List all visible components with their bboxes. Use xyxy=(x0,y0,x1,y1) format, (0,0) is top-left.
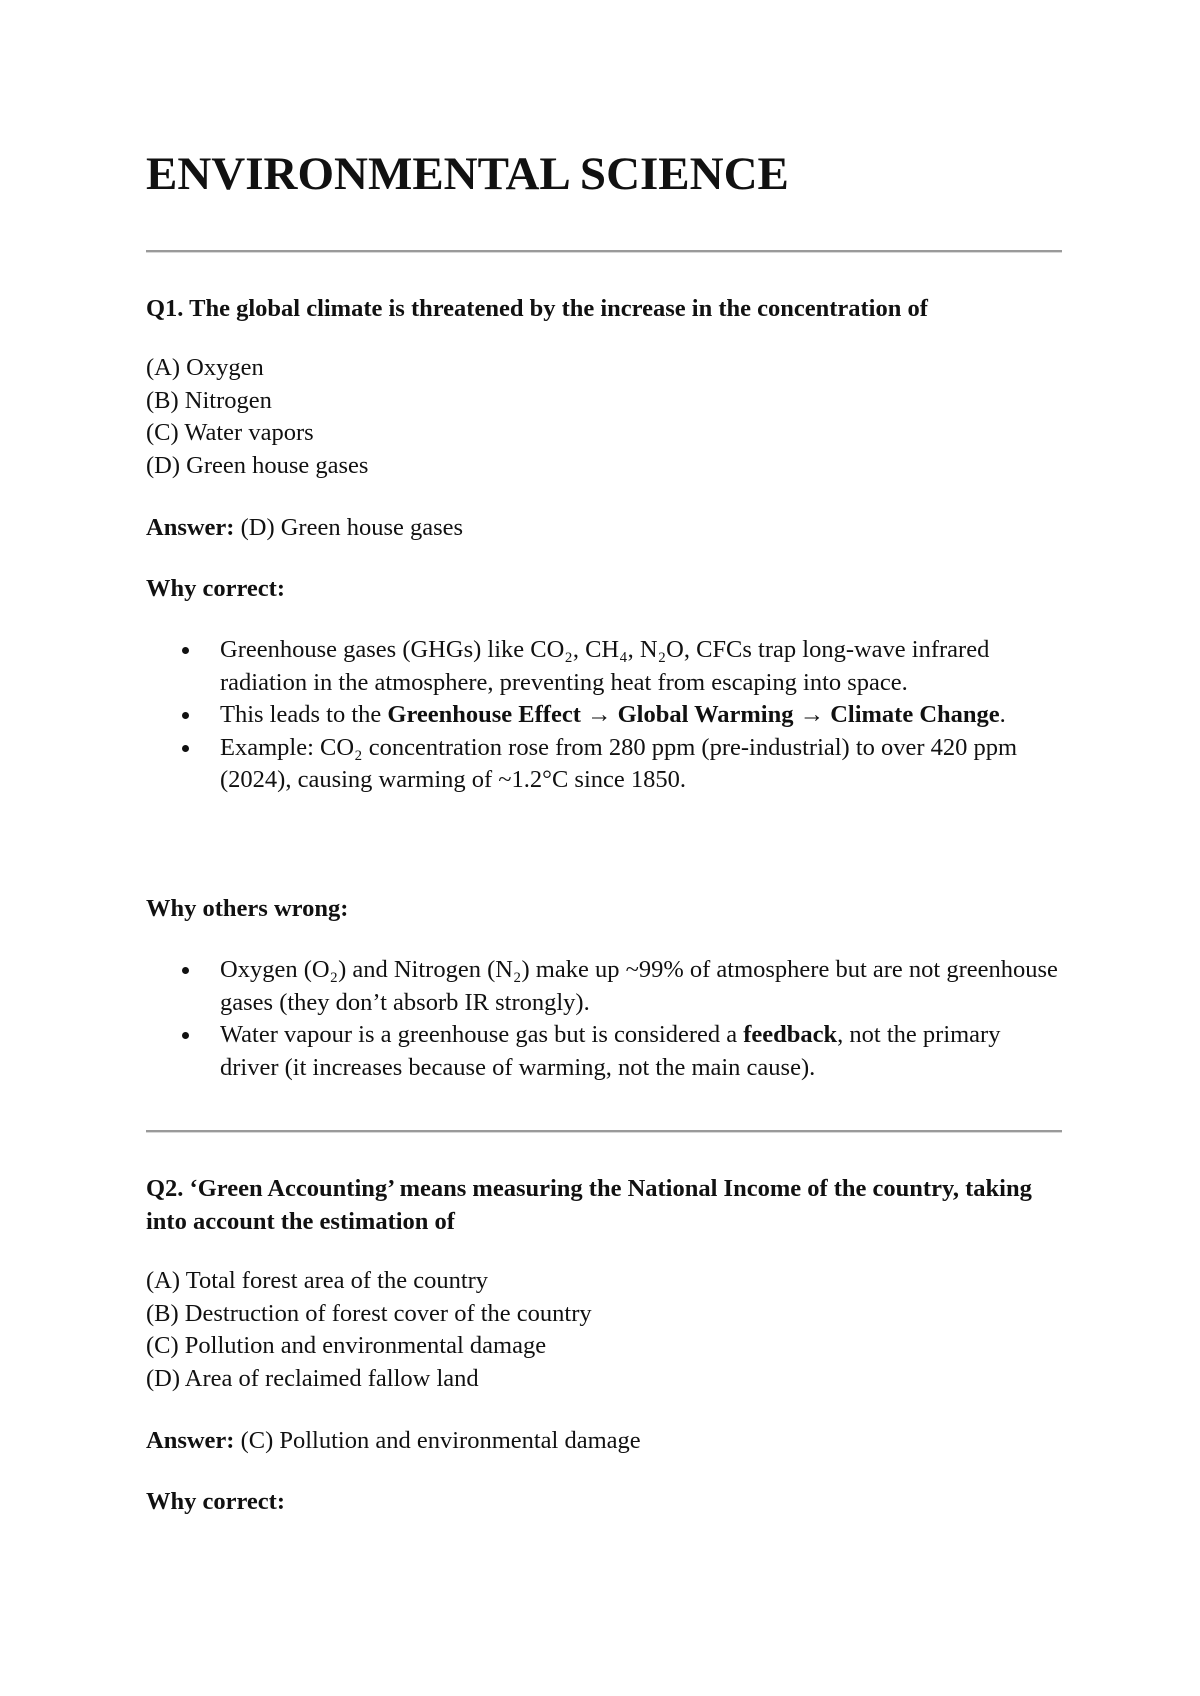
bullet-icon xyxy=(182,967,189,974)
list-item xyxy=(146,954,1062,1019)
horizontal-rule xyxy=(146,250,1062,253)
answer-text: (D) Green house gases xyxy=(240,514,464,541)
list-item-text: Example: CO₂ concentration rose from 280 ppm (pre-industrial) to over 420 ppm (2024), causing warming of ~1.2°C since 1850. xyxy=(220,733,1018,793)
question-2: Q2. ‘Green Accounting’ means measuring the National Income of the country, taking into account the estimation of xyxy=(146,1175,1032,1235)
answer-label: Answer: xyxy=(146,1427,235,1454)
why-wrong-list xyxy=(146,954,1062,1084)
bullet-icon xyxy=(182,745,189,752)
answer-text: (C) Pollution and environmental damage xyxy=(240,1427,641,1454)
horizontal-rule xyxy=(146,1130,1062,1133)
list-item-text-start: Water vapour is a greenhouse gas but is considered a xyxy=(220,1021,744,1048)
question-1-options xyxy=(146,352,1062,482)
option-c: (C) Water vapors xyxy=(146,419,314,446)
question-2-answer xyxy=(146,1425,1062,1458)
bullet-icon xyxy=(182,712,189,719)
answer-label: Answer: xyxy=(146,514,235,541)
list-item xyxy=(146,634,1062,699)
why-correct-heading: Why correct: xyxy=(146,1488,285,1515)
option-b: (B) Destruction of forest cover of the country xyxy=(146,1299,592,1327)
bullet-icon xyxy=(182,647,189,654)
option-b: (B) Nitrogen xyxy=(146,386,272,414)
option-a: (A) Total forest area of the country xyxy=(146,1267,489,1294)
option-d: (D) Green house gases xyxy=(146,451,369,479)
option-a: (A) Oxygen xyxy=(146,354,264,381)
list-item xyxy=(146,699,1062,732)
list-item-text: Oxygen (O₂) and Nitrogen (N₂) make up ~99% of atmosphere but are not greenhouse gases (they don’t absorb IR strongly). xyxy=(220,956,1058,1016)
list-item-text-end: , not the primary driver (it increases because of warming, not the main cause). xyxy=(220,1021,1001,1081)
question-2-options xyxy=(146,1265,1062,1395)
list-item-text-start: This leads to the xyxy=(220,701,388,728)
question-1-answer xyxy=(146,512,1062,545)
why-correct-heading: Why correct: xyxy=(146,575,285,602)
why-correct-list xyxy=(146,634,1062,797)
question-1: Q1. The global climate is threatened by the increase in the concentration of xyxy=(146,295,928,322)
list-item-emphasis: Greenhouse Effect → Global Warming → Climate Change xyxy=(387,701,1000,728)
bullet-icon xyxy=(182,1032,189,1039)
list-item-text-end: . xyxy=(999,701,1006,728)
list-item-emphasis: feedback xyxy=(743,1021,838,1048)
list-item xyxy=(146,1019,1062,1084)
list-item xyxy=(146,732,1062,797)
document-title: ENVIRONMENTAL SCIENCE xyxy=(146,148,789,200)
why-wrong-heading: Why others wrong: xyxy=(146,895,349,922)
option-c: (C) Pollution and environmental damage xyxy=(146,1332,547,1359)
list-item-text: Greenhouse gases (GHGs) like CO₂, CH₄, N₂O, CFCs trap long-wave infrared radiation in the atmosphere, preventing heat from escaping into space. xyxy=(220,636,990,696)
option-d: (D) Area of reclaimed fallow land xyxy=(146,1364,479,1392)
